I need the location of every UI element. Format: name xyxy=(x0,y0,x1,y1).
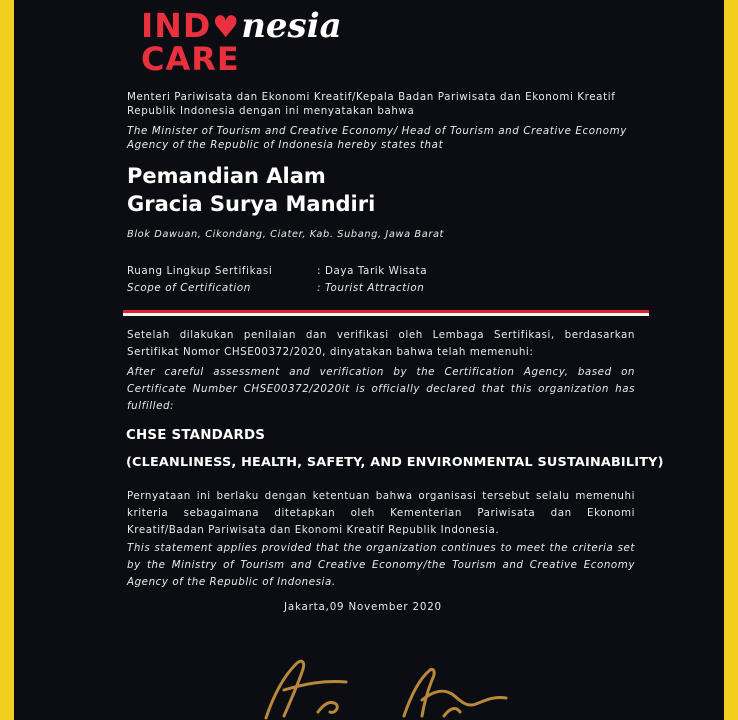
validity-english: This statement applies provided that the organization continues to meet the criteria set by the Ministry of Tourism and Creative Economy/the Tourism and Creative Economy Agency of the Republic of Indonesia. xyxy=(127,542,635,588)
logo-line-2: CARE xyxy=(141,40,240,78)
statement-indonesian: Menteri Pariwisata dan Ekonomi Kreatif/Kepala Badan Pariwisata dan Ekonomi Kreatif Republik Indonesia dengan ini menyatakan bahwa xyxy=(127,91,616,117)
scope-of-certification xyxy=(127,263,427,297)
standards-subtitle: (CLEANLINESS, HEALTH, SAFETY, AND ENVIRONMENTAL SUSTAINABILITY) xyxy=(126,455,664,470)
assessment-english: After careful assessment and verification by the Certification Agency, based on Certificate Number CHSE00372/2020it is officially declared that this organization has fulfilled: xyxy=(127,366,635,412)
organization-name-line-1: Pemandian Alam xyxy=(127,164,326,188)
validity-indonesian: Pernyataan ini berlaku dengan ketentuan bahwa organisasi tersebut selalu memenuhi kriteria sebagaimana ditetapkan oleh Kementerian Pariwisata dan Ekonomi Kreatif/Badan Pariwisata dan Ekonomi Kreatif Republik Indonesia. xyxy=(127,490,635,536)
issue-date: Jakarta,09 November 2020 xyxy=(284,601,442,613)
red-white-divider xyxy=(123,310,649,316)
logo-text-nesia: nesia xyxy=(241,6,342,46)
organization-address: Blok Dawuan, Cikondang, Ciater, Kab. Subang, Jawa Barat xyxy=(127,229,444,240)
assessment-indonesian: Setelah dilakukan penilaian dan verifikasi oleh Lembaga Sertifikasi, berdasarkan Sertifikat Nomor CHSE00372/2020, dinyatakan bahwa telah memenuhi: xyxy=(127,329,635,358)
scope-value-id: : Daya Tarik Wisata xyxy=(317,265,428,277)
scope-label-en: Scope of Certification xyxy=(127,282,251,294)
statement-english: The Minister of Tourism and Creative Economy/ Head of Tourism and Creative Economy Agency of the Republic of Indonesia hereby states that xyxy=(127,125,628,151)
signature-image xyxy=(254,650,514,720)
organization-name-line-2: Gracia Surya Mandiri xyxy=(127,192,376,216)
standards-title: CHSE STANDARDS xyxy=(126,428,266,443)
scope-value-en: : Tourist Attraction xyxy=(317,282,425,294)
logo-text-ind: IND xyxy=(141,6,212,45)
scope-label-id: Ruang Lingkup Sertifikasi xyxy=(127,265,273,277)
heart-icon: ♥ xyxy=(212,10,241,45)
indonesia-care-logo xyxy=(141,2,401,78)
certificate xyxy=(14,0,724,720)
